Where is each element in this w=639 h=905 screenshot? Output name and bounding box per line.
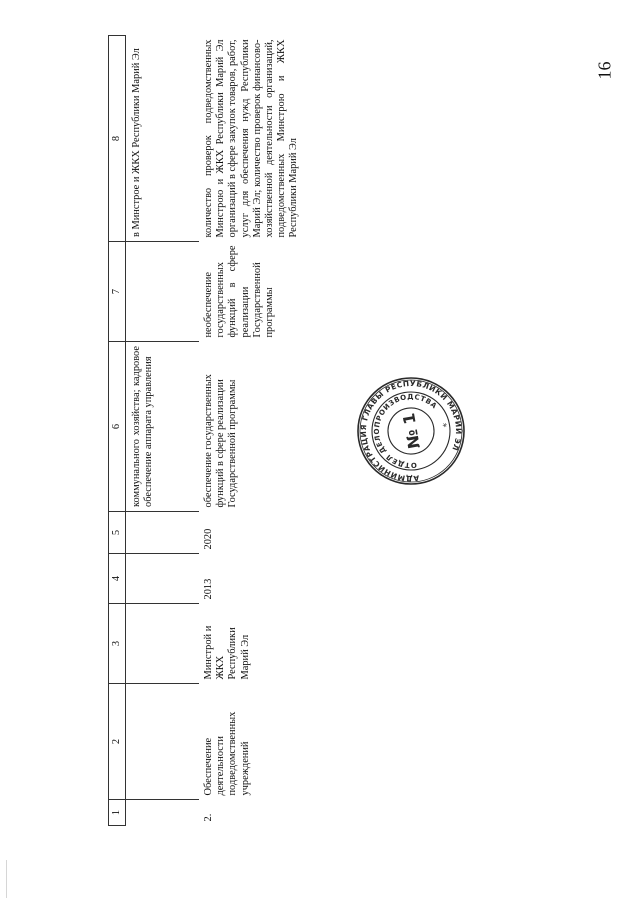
cont-cell-indicators: в Минстрое и ЖКХ Республики Марий Эл [126, 36, 200, 242]
cont-cell-result: коммунального хозяйства; кадровое обеспечение аппарата управления [126, 342, 200, 512]
stamp-number: № 1 [399, 411, 424, 451]
col-number-4: 4 [109, 554, 126, 604]
col-number-3: 3 [109, 604, 126, 684]
cont-cell-4 [126, 554, 200, 604]
responsible-executor: Минстрой и ЖКХ Республики Марий Эл [203, 625, 251, 680]
office-stamp [356, 376, 466, 486]
col-number-7: 7 [109, 242, 126, 342]
non-implementation-consequences: необеспечение государственных функций в сфере реализации Государственной программы [203, 245, 275, 338]
cont-cell-3 [126, 604, 200, 684]
cont-cell-5 [126, 512, 200, 554]
col-number-5: 5 [109, 512, 126, 554]
col-number-8: 8 [109, 36, 126, 242]
col-number-2: 2 [109, 684, 126, 800]
table-row [199, 36, 300, 826]
stamp-outer-text: АДМИНИСТРАЦИЯ ГЛАВЫ РЕСПУБЛИКИ МАРИЙ ЭЛ [358, 378, 464, 484]
scan-edge-mark [6, 860, 7, 898]
col-number-1: 1 [109, 800, 126, 826]
row-number: 2. [203, 813, 214, 822]
col-number-6: 6 [109, 342, 126, 512]
start-year: 2013 [203, 578, 214, 600]
measure-name: Обеспечение деятельности подведомственных учреждений [203, 711, 251, 796]
cont-cell-7 [126, 242, 200, 342]
column-number-row [109, 36, 126, 826]
stamp-seal-icon [356, 376, 466, 486]
stamp-inner-text: ОТДЕЛ ДЕЛОПРОИЗВОДСТВА [372, 392, 439, 470]
continuation-row [126, 36, 200, 826]
related-indicators: количество проверок подведомственных Минстрою и ЖКХ Республики Марий Эл организаций в сфере закупок товаров, работ, услуг для обеспечения нужд Республики Марий Эл; количество проверок финансово-хозяйственной деятельности организаций, подведомственных Минстрою и ЖКХ Республики Марий Эл [203, 39, 300, 238]
expected-result: обеспечение государственных функций в сфере реализации Государственной программы [203, 374, 239, 508]
cont-cell-2 [126, 684, 200, 800]
stamp-star: * [442, 421, 453, 428]
page-number-text: 16 [594, 61, 615, 79]
program-measures-table [108, 35, 300, 826]
end-year: 2020 [203, 528, 214, 550]
cont-cell-1 [126, 800, 200, 826]
